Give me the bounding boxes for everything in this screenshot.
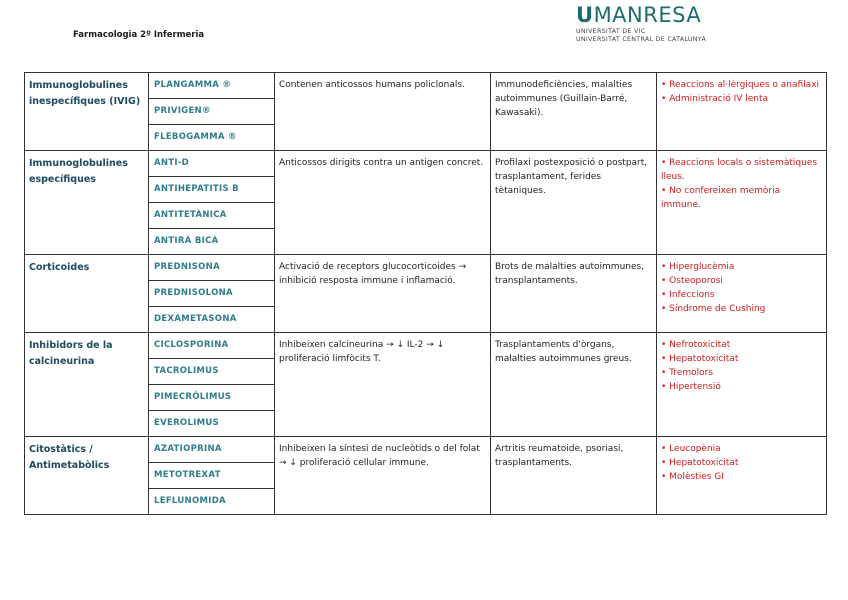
table-row	[25, 73, 827, 99]
effect-item: • Molèsties GI	[661, 472, 724, 482]
logo-name: MANRESA	[593, 3, 702, 27]
document-subject: Farmacologia 2º Infermeria	[73, 30, 205, 40]
table-row	[25, 255, 827, 281]
effect-item: • Hepatotoxicitat	[661, 354, 739, 364]
effect-item: • Hipertensió	[661, 382, 721, 392]
mechanism-cell: Activació de receptors glucocorticoides → inhibició resposta immune i inflamació.	[275, 255, 491, 333]
effects-cell	[657, 333, 827, 437]
drug-cell: ANTITETÀNICA	[149, 203, 275, 229]
drug-cell: PREDNISONA	[149, 255, 275, 281]
logo-subtitle-1: UNIVERSITAT DE VIC	[576, 28, 646, 35]
drug-cell: EVEROLIMUS	[149, 411, 275, 437]
drug-cell: DEXAMETASONA	[149, 307, 275, 333]
effect-item: • Osteoporosi	[661, 276, 723, 286]
effects-cell	[657, 151, 827, 255]
drug-cell: PIMECRÓLIMUS	[149, 385, 275, 411]
drug-cell: ANTIRÀ BICA	[149, 229, 275, 255]
effects-cell	[657, 73, 827, 151]
drug-cell: PLANGAMMA ®	[149, 73, 275, 99]
drug-cell: LEFLUNOMIDA	[149, 489, 275, 515]
drug-cell: CICLOSPORINA	[149, 333, 275, 359]
effect-item: • Nefrotoxicitat	[661, 340, 731, 350]
category-cell: Citostàtics / Antimetabòlics	[25, 437, 149, 515]
logo-subtitle-2: UNIVERSITAT CENTRAL DE CATALUNYA	[576, 36, 707, 43]
category-cell: Immunoglobulines inespecífiques (IVIG)	[25, 73, 149, 151]
mechanism-cell: Contenen anticossos humans policlonals.	[275, 73, 491, 151]
drug-cell: PRIVIGEN®	[149, 99, 275, 125]
table-row	[25, 437, 827, 463]
drug-cell: ANTI-D	[149, 151, 275, 177]
effect-item: • No confereixen memòria immune.	[661, 186, 781, 210]
table-row	[25, 333, 827, 359]
mechanism-cell: Anticossos dirigits contra un antigen concret.	[275, 151, 491, 255]
effect-item: • Administració IV lenta	[661, 94, 769, 104]
category-cell: Corticoides	[25, 255, 149, 333]
effect-item: • Síndrome de Cushing	[661, 304, 766, 314]
indications-cell: Trasplantaments d'òrgans, malalties autoimmunes greus.	[491, 333, 657, 437]
drug-cell: ANTIHEPATITIS B	[149, 177, 275, 203]
indications-cell: Profilaxi postexposició o postpart, trasplantament, ferides tètaniques.	[491, 151, 657, 255]
effect-item: • Leucopènia	[661, 444, 721, 454]
university-logo	[576, 2, 736, 44]
mechanism-cell: Inhibeixen calcineurina → ↓ IL-2 → ↓ proliferació limfòcits T.	[275, 333, 491, 437]
indications-cell: Immunodeficiències, malalties autoimmunes (Guillain-Barré, Kawasaki).	[491, 73, 657, 151]
drug-cell: PREDNISOLONA	[149, 281, 275, 307]
drug-cell: METOTREXAT	[149, 463, 275, 489]
table-row	[25, 151, 827, 177]
drug-cell: TACROLIMUS	[149, 359, 275, 385]
effect-item: • Infeccions	[661, 290, 715, 300]
category-cell: Immunoglobulines específiques	[25, 151, 149, 255]
logo-title	[576, 2, 736, 28]
effect-item: • Tremolors	[661, 368, 714, 378]
logo-initial: U	[576, 3, 594, 27]
pharmacology-table	[24, 72, 827, 515]
drug-cell: AZATIOPRINA	[149, 437, 275, 463]
category-cell: Inhibidors de la calcineurina	[25, 333, 149, 437]
effect-item: • Reaccions locals o sistemàtiques lleus.	[661, 158, 818, 182]
indications-cell: Artritis reumatoide, psoriasi, trasplantaments.	[491, 437, 657, 515]
mechanism-cell: Inhibeixen la síntesi de nucleòtids o del folat → ↓ proliferació cellular immune.	[275, 437, 491, 515]
effect-item: • Reaccions al·lèrgiques o anafilaxi	[661, 80, 820, 90]
effect-item: • Hepatotoxicitat	[661, 458, 739, 468]
effect-item: • Hiperglucèmia	[661, 262, 735, 272]
indications-cell: Brots de malalties autoimmunes, transplantaments.	[491, 255, 657, 333]
effects-cell	[657, 437, 827, 515]
drug-cell: FLEBOGAMMA ®	[149, 125, 275, 151]
effects-cell	[657, 255, 827, 333]
